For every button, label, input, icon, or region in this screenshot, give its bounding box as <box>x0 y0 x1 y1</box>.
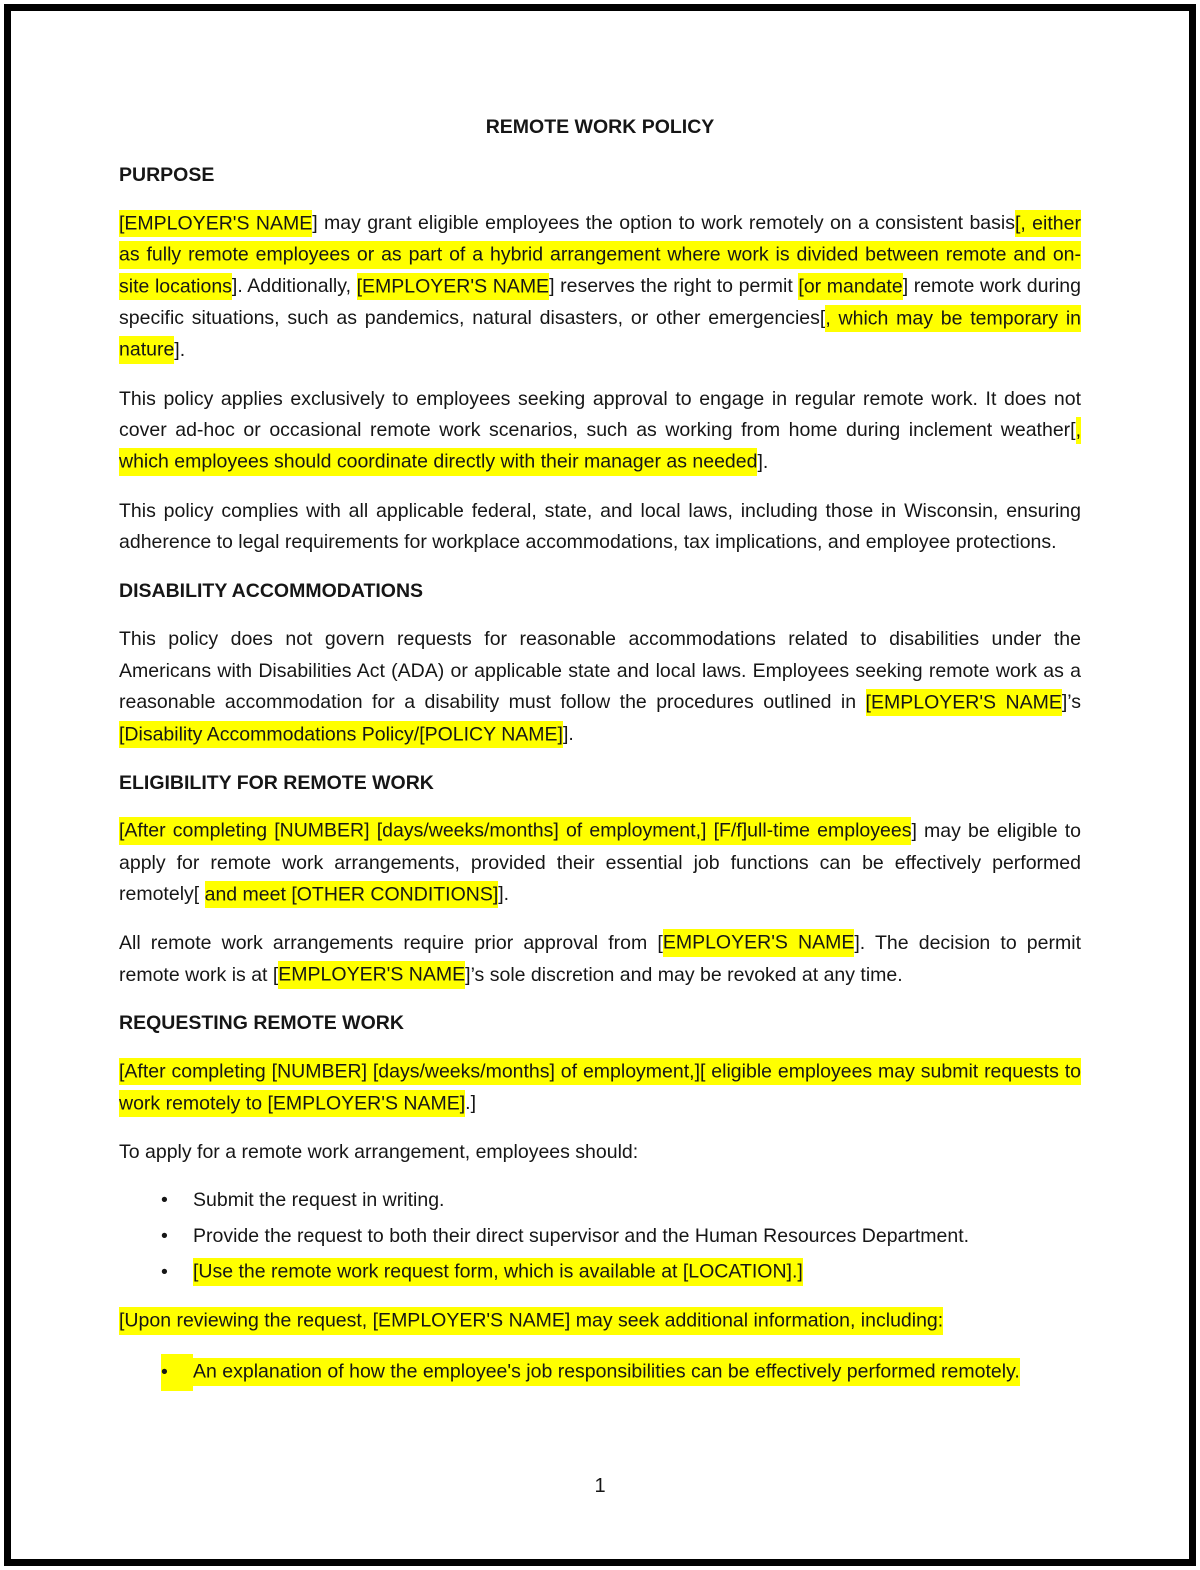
text-run: ]’s <box>1061 691 1081 714</box>
highlighted-text: , which employees should coordinate directly with their manager as needed <box>119 417 1081 476</box>
document-body <box>119 160 1081 1391</box>
section-heading: PURPOSE <box>119 164 215 186</box>
bullet-item <box>119 1185 1081 1217</box>
paragraph <box>119 208 1081 367</box>
paragraph <box>119 496 1081 559</box>
document-title: REMOTE WORK POLICY <box>485 116 715 138</box>
text-run: Provide the request to both their direct supervisor and the Human Resources Department. <box>193 1225 970 1248</box>
text-run: .] <box>465 1092 476 1115</box>
highlighted-text: EMPLOYER'S NAME <box>278 961 465 989</box>
highlighted-text: [EMPLOYER'S NAME <box>119 210 312 238</box>
text-run: ]. <box>174 338 186 361</box>
highlighted-text: [Use the remote work request form, which is available at [LOCATION].] <box>193 1258 803 1286</box>
bullet-list <box>119 1185 1081 1288</box>
paragraph <box>119 928 1081 991</box>
bullet-item <box>119 1221 1081 1253</box>
highlighted-text: , which may be temporary in nature <box>119 305 1081 364</box>
text-run: ]. The decision to permit remote work is at [ <box>119 931 1081 986</box>
highlighted-text: [EMPLOYER'S NAME <box>866 689 1062 717</box>
bullet-list <box>119 1354 1081 1391</box>
paragraph <box>119 384 1081 479</box>
paragraph <box>119 816 1081 911</box>
text-run: ] reserves the right to permit <box>549 275 799 298</box>
highlighted-text: EMPLOYER'S NAME <box>663 929 855 957</box>
bullet-icon: • <box>161 1354 193 1391</box>
text-run: All remote work arrangements require prior approval from [ <box>119 931 663 954</box>
section-heading: REQUESTING REMOTE WORK <box>119 1012 404 1035</box>
text-run: ]’s sole discretion and may be revoked at any time. <box>465 963 903 986</box>
paragraph <box>119 1137 1081 1169</box>
text-run: ] remote work during specific situations, such as pandemics, natural disasters, or other emergencies[ <box>119 275 1082 330</box>
highlighted-text: [or mandate <box>798 273 902 301</box>
text-run: ]. <box>562 723 574 746</box>
text-run: ] may grant eligible employees the option to work remotely on a consistent basis <box>312 212 1015 234</box>
paragraph <box>119 1306 1081 1338</box>
text-run: ] may be eligible to apply for remote work arrangements, provided their essential job functions can be effectively performed remotely[ <box>119 819 1081 906</box>
text-run: Submit the request in writing. <box>193 1189 445 1212</box>
text-run: To apply for a remote work arrangement, employees should: <box>119 1140 639 1163</box>
page-number: 1 <box>594 1475 606 1497</box>
highlighted-text: [Disability Accommodations Policy/[POLICY NAME] <box>119 721 563 749</box>
text-run: This policy does not govern requests for reasonable accommodations related to disabilities under the Americans with Disabilities Act (ADA) or applicable state and local laws. Employees seeking remote work as a reasonable accommodation for a disability must follow the procedures outlined in <box>119 628 1081 714</box>
text-run: This policy complies with all applicable federal, state, and local laws, including those in Wisconsin, ensuring adherence to legal requirements for workplace accommodations, tax implications, and employee protections. <box>119 499 1081 554</box>
bullet-item <box>119 1354 1081 1391</box>
text-run: ]. Additionally, <box>231 275 357 298</box>
highlighted-text: [After completing [NUMBER] [days/weeks/months] of employment,][ eligible employees may submit requests to work remotely to [EMPLOYER'S NAME] <box>119 1058 1081 1117</box>
highlighted-text: [, either as fully remote employees or as part of a hybrid arrangement where work is divided between remote and on-site locations <box>119 210 1081 301</box>
text-run: ]. <box>498 883 510 906</box>
text-run: ]. <box>757 450 769 473</box>
section-heading: DISABILITY ACCOMMODATIONS <box>119 580 424 603</box>
bullet-icon: • <box>161 1260 168 1283</box>
highlighted-text: An explanation of how the employee's job responsibilities can be effectively performed remotely. <box>193 1358 1020 1386</box>
bullet-item <box>119 1257 1081 1289</box>
highlighted-text: [After completing [NUMBER] [days/weeks/months] of employment,] [F/f]ull-time employees <box>119 817 911 845</box>
bullet-icon: • <box>161 1189 168 1212</box>
paragraph <box>119 1056 1081 1119</box>
highlighted-text: and meet [OTHER CONDITIONS] <box>205 881 499 909</box>
section-heading: ELIGIBILITY FOR REMOTE WORK <box>119 771 434 794</box>
paragraph <box>119 624 1081 751</box>
bullet-icon: • <box>161 1225 168 1248</box>
highlighted-text: [Upon reviewing the request, [EMPLOYER'S NAME] may seek additional information, including: <box>119 1307 943 1335</box>
highlighted-text: [EMPLOYER'S NAME <box>357 273 549 301</box>
text-run: This policy applies exclusively to employees seeking approval to engage in regular remote work. It does not cover ad-hoc or occasional remote work scenarios, such as working from home during inclement weather[ <box>119 387 1081 442</box>
document-content <box>119 112 1081 1408</box>
